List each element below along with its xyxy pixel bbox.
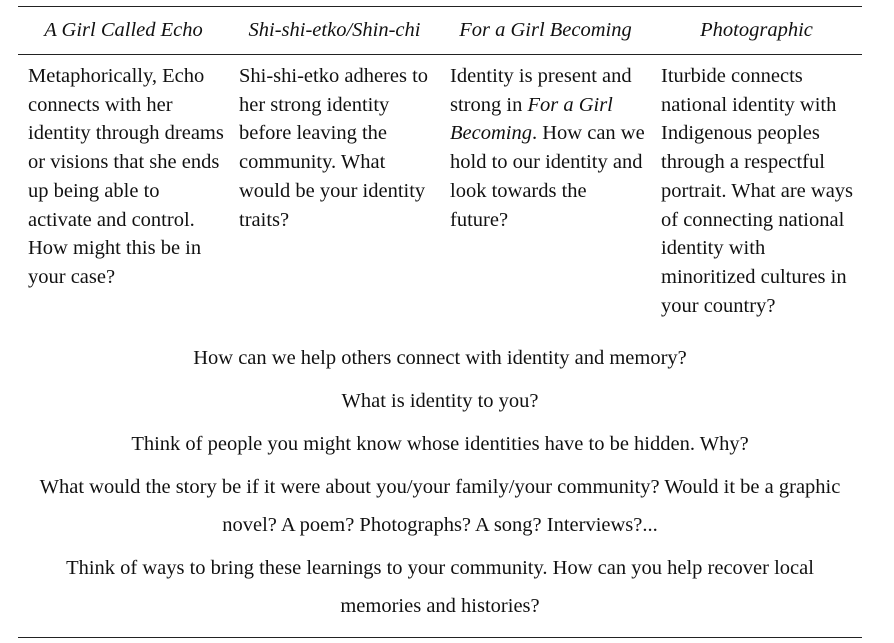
question-your-story: What would the story be if it were about you/your family/your community? Would it be a graphic novel? A poem? Photographs? A song? Interviews?... [39,476,841,536]
cell-shi-shi-etko-question: Shi-shi-etko adheres to her strong identity before leaving the community. What would be your identity traits? [239,65,429,231]
cell-text-before: Identity is present and strong in [450,65,632,116]
question-hidden-identities: Think of people you might know whose identities have to be hidden. Why? [131,433,749,455]
book-title-italic: For a Girl Becoming [450,93,613,145]
table-header-row [18,6,862,54]
table-header-rule [18,54,862,55]
question-community-learnings: Think of ways to bring these learnings to your community. How can you help recover local memories and histories? [66,557,814,617]
header-shi-shi-etko: Shi-shi-etko/Shin-chi [248,18,421,41]
question-help-others: How can we help others connect with identity and memory? [193,347,687,369]
cell-girl-becoming-question [450,62,648,234]
cell-text-after: . How can we hold to our identity and look towards the future? [450,122,645,231]
cell-photographic-question: Iturbide connects national identity with Indigenous peoples through a respectful portrait. What are ways of connecting national identity with minoritized cultures in your country? [661,65,854,317]
question-what-is-identity: What is identity to you? [341,390,539,412]
table-bottom-rule [18,637,862,638]
cell-echo-question: Metaphorically, Echo connects with her identity through dreams or visions that she ends up being able to activate and control. How might this be in your case? [28,65,224,288]
header-for-a-girl-becoming: For a Girl Becoming [459,18,632,41]
header-a-girl-called-echo: A Girl Called Echo [44,18,203,41]
header-photographic: Photographic [700,18,813,41]
